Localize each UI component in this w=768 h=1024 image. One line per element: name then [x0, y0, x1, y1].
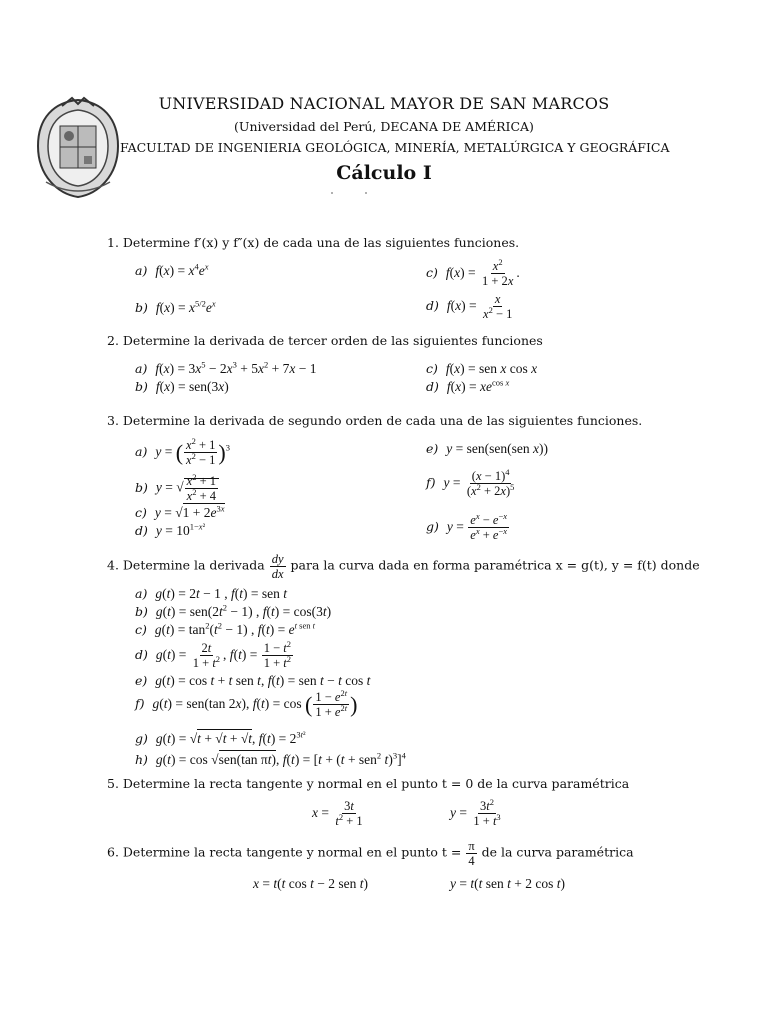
question-1: 1. Determine f′(x) y f″(x) de cada una de las siguientes funciones.	[107, 235, 520, 250]
question-3: 3. Determine la derivada de segundo orden de cada una de las siguientes funciones.	[107, 413, 643, 428]
q5-x-equation: x = $\frac{3t}{t^2 + 1}$	[312, 799, 363, 828]
q6-x-equation: x = t(t cos t − 2 sen t)	[253, 876, 369, 891]
course-title: Cálculo I	[336, 162, 432, 184]
q4-item-e: e) g(t) = cos t + t sen t, f(t) = sen t − t cos t	[135, 673, 371, 688]
q3-item-c: c) $y = √1 + 2e^{3x}$	[135, 503, 225, 520]
question-5: 5. Determine la recta tangente y normal en el punto t = 0 de la curva paramétrica	[107, 776, 630, 791]
q3-item-f: f) y = $\frac{(x - 1)^4}{(x^2 + 2x)^5}$	[426, 466, 515, 498]
q1-item-b: b) $f(x) = x^{5/2}e^x$	[135, 298, 216, 315]
q4-item-h: h) g(t) = cos √sen(tan πt), f(t) = [t + (t + sen$^2$ t)$^3$]$^4$	[135, 750, 406, 767]
q3-item-b: b) y = √ $\frac{x^2 + 1}{x^2 + 4}$	[135, 474, 219, 503]
q4-item-d: d) g(t) = $\frac{2t}{1 + t^2}$ , f(t) = $\frac{1 - t^2}{1 + t^2}$	[135, 638, 291, 670]
question-2: 2. Determine la derivada de tercer orden de las siguientes funciones	[107, 333, 543, 348]
q1-item-d: d) f(x) = $\frac{x}{x^2 - 1}$	[426, 292, 513, 321]
q4-item-g: g) g(t) = √t + √t + √t, $f(t) = 2^{3t^2}$	[135, 729, 306, 746]
faculty-name: FACULTAD DE INGENIERIA GEOLÓGICA, MINERÍA, METALÚRGICA Y GEOGRÁFICA	[120, 140, 670, 155]
faint-mark	[326, 190, 374, 196]
q3-item-d: d) $y = 10^{1-x^2}$	[135, 521, 206, 538]
q3-item-a: a) y = ( $\frac{x^2 + 1}{x^2 - 1}$ )$^3$	[135, 435, 230, 467]
university-subtitle: (Universidad del Perú, DECANA DE AMÉRICA)	[234, 119, 534, 134]
q2-item-b: b) f(x) = sen(3x)	[135, 379, 229, 394]
q1-item-c: c) f(x) = $\frac{x^2}{1 + 2x}$ .	[426, 256, 520, 288]
question-6: 6. Determine la recta tangente y normal en el punto t = $\frac{\pi}{4}$ de la curva paramétrica	[107, 839, 634, 868]
q5-y-equation: y = $\frac{3t^2}{1 + t^3}$	[450, 796, 501, 828]
q4-item-a: a) g(t) = 2t − 1 , f(t) = sen t	[135, 586, 287, 601]
q2-item-d: d) $f(x) = xe^{cos x}$	[426, 377, 510, 394]
university-name: UNIVERSIDAD NACIONAL MAYOR DE SAN MARCOS	[158, 94, 610, 113]
q3-item-e: e) y = sen(sen(sen x))	[426, 441, 548, 456]
q2-item-a: a) $f(x) = 3x^5 - 2x^3 + 5x^2 + 7x - 1$	[135, 359, 317, 376]
q3-item-g: g) y = $\frac{e^x - e^{-x}}{e^x + e^{-x}}$	[426, 510, 508, 542]
q1-item-a: a) $f(x) = x^4e^x$	[135, 261, 209, 278]
q4-item-f: f) g(t) = sen(tan 2x), f(t) = cos ( $\frac{1 - e^{2t}}{1 + e^{2t}}$ )	[135, 687, 358, 719]
q6-y-equation: y = t(t sen t + 2 cos t)	[450, 876, 566, 891]
q4-item-c: c) $g(t) = \tan^2(t^2 - 1)$ , $f(t) = e^{t sen t}$	[135, 620, 315, 637]
q4-item-b: b) $g(t) = sen(2t^2 - 1)$ , f(t) = cos(3t)	[135, 602, 332, 619]
question-4: 4. Determine la derivada $\frac{dy}{dx}$ para la curva dada en forma paramétrica x = g(t), y = f(t) donde	[107, 552, 700, 581]
q2-item-c: c) f(x) = sen x cos x	[426, 361, 538, 376]
